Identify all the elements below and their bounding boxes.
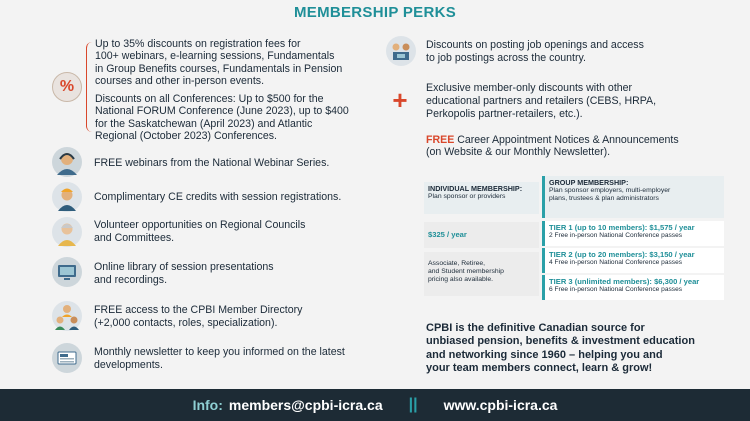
perk-text: FREE access to the CPBI Member Directory — [94, 304, 303, 316]
job-postings-icon — [386, 36, 416, 66]
tier-label: TIER 1 (up to 10 members): $1,575 / year — [549, 223, 695, 232]
discount-conferences — [95, 93, 390, 143]
perk-volunteer — [52, 216, 382, 250]
perk-partner-discounts — [386, 80, 736, 124]
percent-icon — [52, 72, 82, 102]
volunteer-person-icon — [52, 217, 82, 247]
perk-online-library — [52, 256, 382, 290]
free-career-line: (on Website & our Monthly Newsletter). — [426, 146, 611, 159]
tier-passes: 4 Free in-person National Conference passes — [549, 259, 683, 266]
directory-people-icon — [52, 301, 82, 331]
partner-text: Exclusive member-only discounts with other — [426, 82, 633, 94]
discount-registration-line: courses and other in-person events. — [95, 75, 265, 88]
perk-webinars — [52, 147, 382, 179]
perk-text: (+2,000 contacts, roles, specialization). — [94, 317, 278, 329]
pricing-table — [424, 176, 724, 296]
tier-label: TIER 3 (unlimited members): $6,300 / year — [549, 277, 700, 286]
job-postings-text: to job postings across the country. — [426, 52, 586, 64]
tier-row — [542, 221, 724, 246]
group-sub: Plan sponsor employers, multi-employer — [549, 187, 671, 194]
about-cpbi: CPBI is the definitive Canadian source for unbiased pension, benefits & investment education and networking since 1960 – helping you and your team members connect, learn & grow! — [426, 322, 695, 375]
discount-conferences-line: National FORUM Conference (June 2023), up to $400 — [95, 105, 349, 118]
perk-ce-credits — [52, 182, 382, 214]
perk-text: and recordings. — [94, 274, 168, 286]
discount-conferences-line: Discounts on all Conferences: Up to $500 for the — [95, 93, 324, 105]
tier-row — [542, 275, 724, 300]
perk-job-postings — [386, 36, 736, 70]
job-postings-text: Discounts on posting job openings and access — [426, 39, 644, 51]
perk-text: developments. — [94, 359, 163, 371]
perk-member-directory — [52, 300, 382, 334]
discount-registration-line: Up to 35% discounts on registration fees for — [95, 38, 301, 50]
worker-icon — [52, 182, 82, 212]
partner-text: Perkopolis partner-retailers, etc.). — [426, 108, 583, 120]
group-header — [542, 176, 724, 218]
perk-newsletter — [52, 342, 382, 376]
partner-text: educational partners and retailers (CEBS, HRPA, — [426, 95, 657, 107]
group-sub: plans, trustees & plan administrators — [549, 195, 659, 202]
footer-bar — [0, 389, 750, 421]
free-word: FREE — [426, 134, 455, 146]
free-career-notices: FREE Career Appointment Notices & Announcements (on Website & our Monthly Newsletter). — [426, 134, 736, 159]
footer-separator: || — [408, 396, 418, 413]
perk-text: FREE webinars from the National Webinar Series. — [94, 157, 330, 169]
website-link[interactable]: www.cpbi-icra.ca — [443, 397, 558, 413]
individual-price: $325 / year — [424, 222, 539, 248]
perk-text: Monthly newsletter to keep you informed on the latest — [94, 346, 345, 358]
perk-text: Online library of session presentations — [94, 261, 274, 273]
tier-label: TIER 2 (up to 20 members): $3,150 / year — [549, 250, 695, 259]
perk-text: and Committees. — [94, 232, 175, 244]
page-title: MEMBERSHIP PERKS — [293, 4, 457, 21]
percent-symbol: % — [59, 78, 75, 95]
video-library-icon — [52, 257, 82, 287]
associate-pricing: Associate, Retiree, and Student membership pricing also available. — [424, 252, 539, 296]
discount-brace — [86, 42, 93, 132]
discount-registration-line: 100+ webinars, e-learning sessions, Fundamentals — [95, 50, 335, 63]
newsletter-icon — [52, 343, 82, 373]
headset-person-icon — [52, 147, 82, 177]
plus-symbol: + — [392, 84, 408, 115]
individual-title: INDIVIDUAL MEMBERSHIP: — [428, 184, 523, 193]
tier-passes: 2 Free in-person National Conference passes — [549, 232, 683, 239]
discount-registration — [95, 38, 385, 88]
individual-sub: Plan sponsor or providers — [428, 193, 506, 200]
tier-row — [542, 248, 724, 273]
perk-text: Volunteer opportunities on Regional Councils — [94, 219, 306, 231]
discount-conferences-line: for the Saskatchewan (April 2023) and Atlantic — [95, 117, 313, 130]
plus-icon — [386, 86, 414, 114]
individual-header — [424, 182, 539, 214]
tier-passes: 6 Free in-person National Conference passes — [549, 286, 683, 293]
group-title: GROUP MEMBERSHIP: — [549, 178, 629, 187]
info-label: Info: — [192, 397, 223, 413]
perk-text: Complimentary CE credits with session registrations. — [94, 191, 342, 203]
discount-conferences-line: Regional (October 2023) Conferences. — [95, 130, 277, 143]
email-link[interactable]: members@cpbi-icra.ca — [228, 397, 383, 413]
discount-registration-line: in Group Benefits courses, Fundamentals in Pension — [95, 62, 343, 75]
